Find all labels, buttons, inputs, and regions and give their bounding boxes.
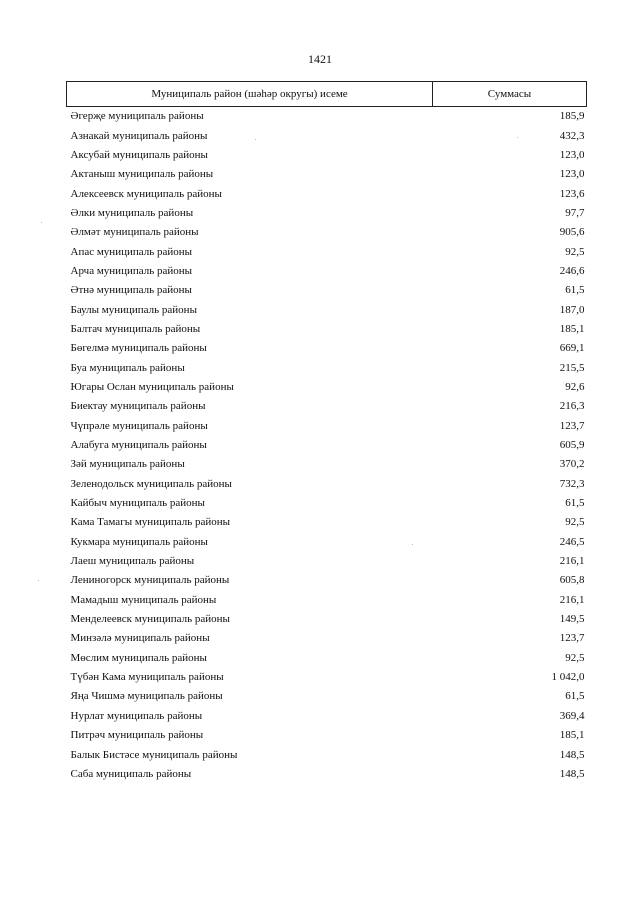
table-row [67,281,587,300]
district-name-cell: Балык Бистәсе муниципаль районы [70,748,238,761]
sum-cell: 246,6 [559,264,585,277]
sum-cell: 61,5 [565,497,585,510]
table-row [67,610,587,629]
municipal-sums-table [66,81,587,784]
table-row [67,745,587,764]
sum-cell: 149,5 [559,613,585,626]
sum-cell: 148,5 [559,748,585,761]
table-row [67,339,587,358]
table-row [67,184,587,203]
district-name-cell: Кукмара муниципаль районы [70,535,208,548]
sum-cell: 216,1 [559,593,585,606]
district-name-cell: Арча муниципаль районы [70,264,193,277]
district-name-cell: Әгерҗе муниципаль районы [70,110,204,123]
table-row [67,649,587,668]
sum-cell: 148,5 [559,767,585,780]
district-name-cell: Азнакай муниципаль районы [70,129,208,142]
table-row [67,513,587,532]
table-row [67,726,587,745]
sum-cell: 605,8 [559,574,585,587]
district-name-cell: Алабуга муниципаль районы [70,439,207,452]
sum-cell: 123,0 [559,168,585,181]
district-name-cell: Саба муниципаль районы [70,767,192,780]
table-row [67,552,587,571]
table-row [67,571,587,590]
sum-cell: 61,5 [565,690,585,703]
table-row [67,397,587,416]
sum-cell: 215,5 [559,361,585,374]
sum-cell: 187,0 [559,303,585,316]
scan-speck [255,139,256,140]
table-row [67,300,587,319]
sum-cell: 123,0 [559,148,585,161]
sum-cell: 732,3 [559,477,585,490]
scan-speck [41,222,42,223]
table-row [67,358,587,377]
table-row [67,378,587,397]
district-name-cell: Кама Тамагы муниципаль районы [70,516,231,529]
sum-cell: 61,5 [565,284,585,297]
scan-speck [412,544,413,545]
table-row [67,242,587,261]
district-name-cell: Лениногорск муниципаль районы [70,574,230,587]
table-row [67,687,587,706]
district-name-cell: Әлки муниципаль районы [70,206,194,219]
district-name-cell: Нурлат муниципаль районы [70,709,203,722]
sum-cell: 185,9 [559,110,585,123]
district-name-cell: Аксубай муниципаль районы [70,148,208,161]
sum-cell: 1 042,0 [551,671,585,684]
district-name-cell: Алексеевск муниципаль районы [70,187,222,200]
table-row [67,629,587,648]
district-name-cell: Зәй муниципаль районы [70,458,185,471]
district-name-cell: Минзәлә муниципаль районы [70,632,210,645]
table-row [67,262,587,281]
sum-cell: 123,6 [559,187,585,200]
district-name-cell: Әтнә муниципаль районы [70,284,192,297]
table-row [67,455,587,474]
district-name-cell: Кайбыч муниципаль районы [70,497,205,510]
sum-cell: 669,1 [559,342,585,355]
table-row [67,668,587,687]
district-name-cell: Актаныш муниципаль районы [70,168,214,181]
table-row [67,107,587,127]
table-row [67,204,587,223]
sum-cell: 97,7 [565,206,585,219]
district-name-cell: Биектау муниципаль районы [70,400,206,413]
district-name-cell: Зеленодольск муниципаль районы [70,477,232,490]
table-header-row [67,82,587,107]
table-body [67,107,587,785]
municipal-sums-table-container [66,81,587,784]
table-row [67,417,587,436]
table-row [67,707,587,726]
sum-cell: 185,1 [559,729,585,742]
sum-cell: 432,3 [559,129,585,142]
sum-cell: 185,1 [559,322,585,335]
district-name-cell: Буа муниципаль районы [70,361,185,374]
district-name-cell: Апас муниципаль районы [70,245,193,258]
district-name-cell: Питрәч муниципаль районы [70,729,204,742]
scan-speck [517,137,518,138]
table-row [67,591,587,610]
table-row [67,165,587,184]
sum-cell: 123,7 [559,419,585,432]
sum-cell: 605,9 [559,439,585,452]
sum-cell: 905,6 [559,226,585,239]
page-number: 1421 [308,52,332,66]
district-name-cell: Югары Ослан муниципаль районы [70,380,234,393]
table-row [67,223,587,242]
table-row [67,765,587,784]
column-header-sum: Суммасы [433,82,587,107]
sum-cell: 246,5 [559,535,585,548]
district-name-cell: Лаеш муниципаль районы [70,555,195,568]
sum-cell: 92,5 [565,651,585,664]
district-name-cell: Балтач муниципаль районы [70,322,201,335]
sum-cell: 92,6 [565,380,585,393]
table-row [67,320,587,339]
sum-cell: 92,5 [565,245,585,258]
sum-cell: 92,5 [565,516,585,529]
district-name-cell: Чүпрәле муниципаль районы [70,419,208,432]
table-row [67,146,587,165]
district-name-cell: Баулы муниципаль районы [70,303,197,316]
table-row [67,533,587,552]
district-name-cell: Мөслим муниципаль районы [70,651,207,664]
table-row [67,475,587,494]
sum-cell: 216,3 [559,400,585,413]
district-name-cell: Менделеевск муниципаль районы [70,613,230,626]
sum-cell: 369,4 [559,709,585,722]
table-row [67,436,587,455]
table-row [67,494,587,513]
scan-speck [38,580,39,581]
sum-cell: 370,2 [559,458,585,471]
district-name-cell: Бөгелмә муниципаль районы [70,342,207,355]
table-row [67,126,587,145]
sum-cell: 123,7 [559,632,585,645]
sum-cell: 216,1 [559,555,585,568]
district-name-cell: Яңа Чишмә муниципаль районы [70,690,223,703]
district-name-cell: Мамадыш муниципаль районы [70,593,217,606]
district-name-cell: Түбән Кама муниципаль районы [70,671,224,684]
district-name-cell: Әлмәт муниципаль районы [70,226,199,239]
column-header-district-name: Муниципаль район (шәһәр округы) исеме [67,82,433,107]
